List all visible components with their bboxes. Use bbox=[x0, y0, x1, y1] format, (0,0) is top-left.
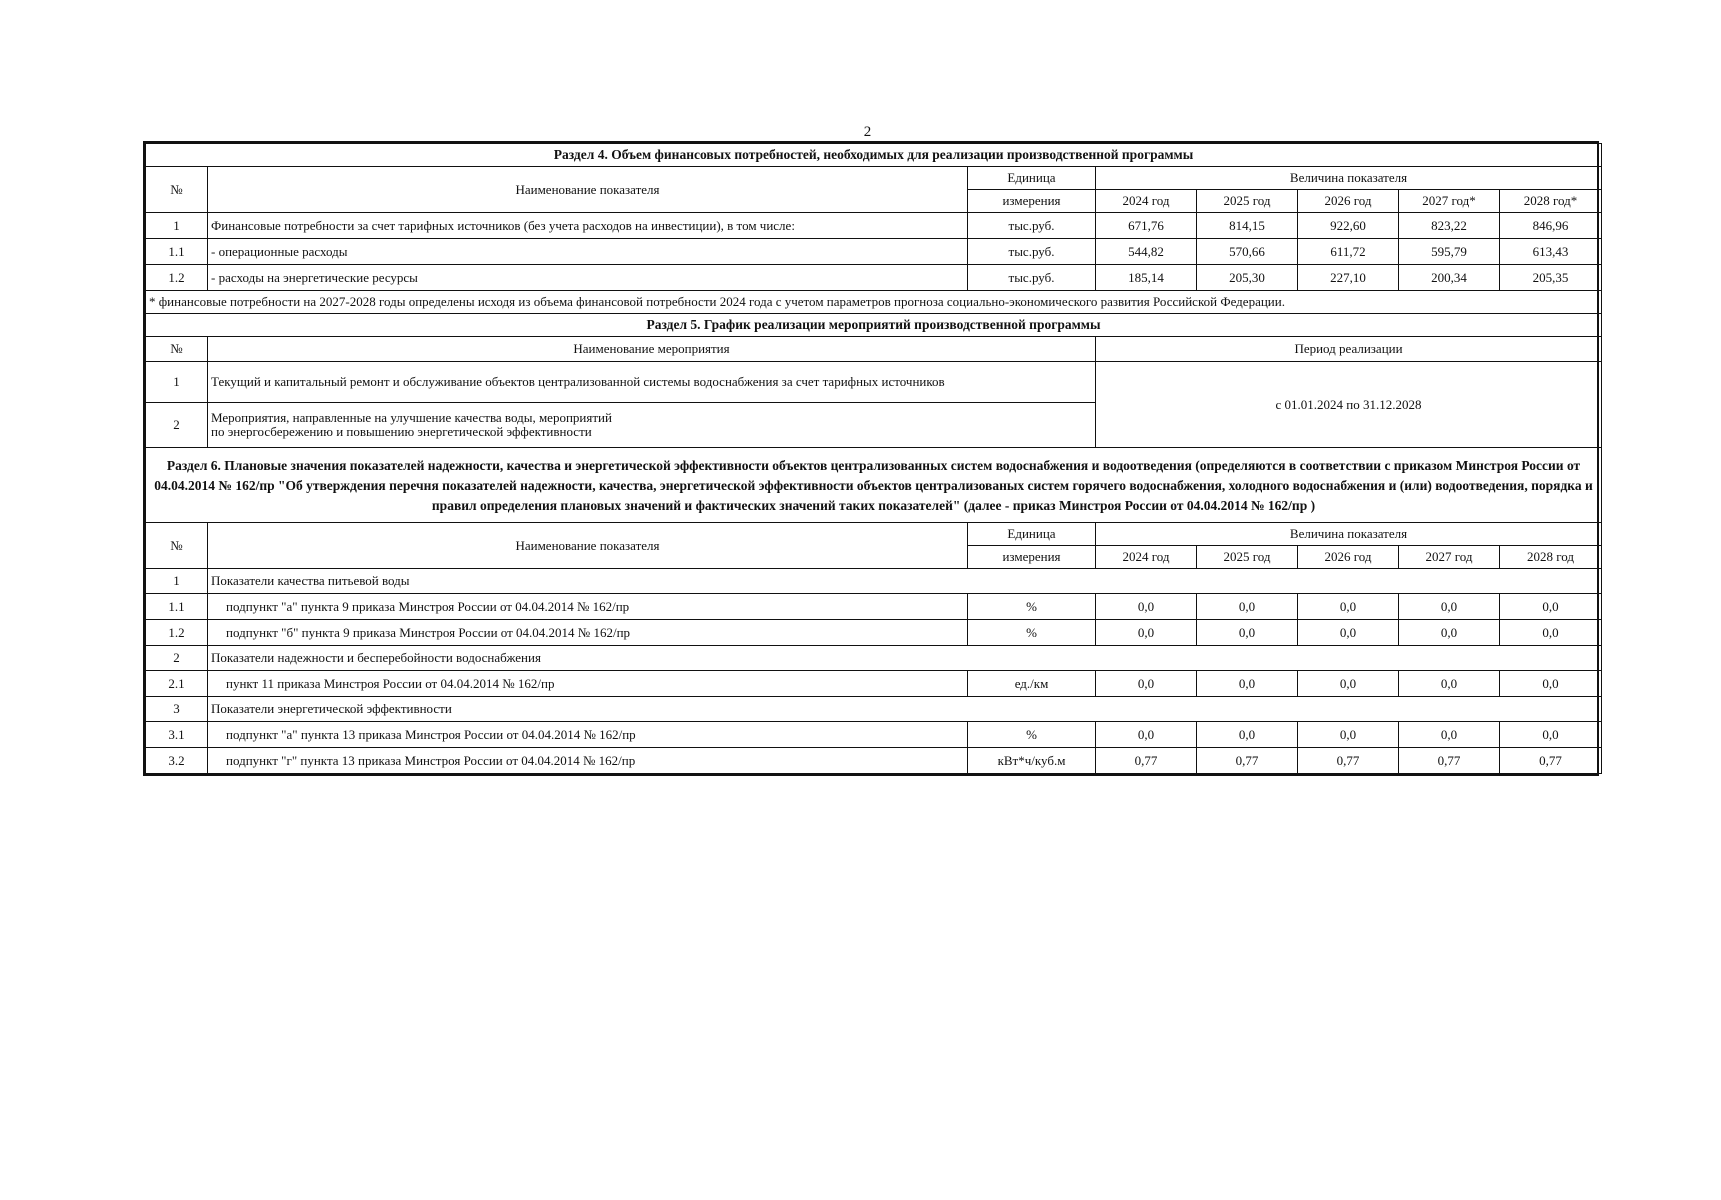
group-row bbox=[146, 646, 1602, 671]
document-sheet bbox=[143, 141, 1599, 776]
section5-title-row bbox=[146, 314, 1602, 337]
indicator-name: подпункт "г" пункта 13 приказа Минстроя России от 04.04.2014 № 162/пр bbox=[208, 748, 968, 774]
section6-header-year: 2028 год bbox=[1500, 546, 1602, 569]
value-cell: 0,0 bbox=[1298, 620, 1399, 646]
section4-header-unit-line1: Единица bbox=[968, 167, 1096, 190]
value-cell: 0,77 bbox=[1298, 748, 1399, 774]
unit-cell: % bbox=[968, 620, 1096, 646]
section6-title: Раздел 6. Плановые значения показателей надежности, качества и энергетической эффективности объектов централизованных систем водоснабжения и водоотведения (определяются в соответствии с приказом Минстроя России от 04.04.2014 № 162/пр "Об утверждения перечня показателей надежности, качества, энергетической эффективности объектов централизованых систем горячего водоснабжения, холодного водоснабжения и (или) водоотведения, порядка и правил определения плановых значений и фактических значений таких показателей" (далее - приказ Минстроя России от 04.04.2014 № 162/пр ) bbox=[146, 448, 1602, 523]
section4-header-year: 2027 год* bbox=[1399, 190, 1500, 213]
section4-header-year: 2024 год bbox=[1096, 190, 1197, 213]
group-row bbox=[146, 569, 1602, 594]
value-cell: 671,76 bbox=[1096, 213, 1197, 239]
value-cell: 205,35 bbox=[1500, 265, 1602, 291]
unit-cell: % bbox=[968, 594, 1096, 620]
value-cell: 0,0 bbox=[1197, 594, 1298, 620]
unit-cell: ед./км bbox=[968, 671, 1096, 697]
unit-cell: тыс.руб. bbox=[968, 213, 1096, 239]
value-cell: 922,60 bbox=[1298, 213, 1399, 239]
indicator-name: подпункт "а" пункта 13 приказа Минстроя России от 04.04.2014 № 162/пр bbox=[208, 722, 968, 748]
table-row bbox=[146, 722, 1602, 748]
row-number: 2 bbox=[146, 646, 208, 671]
group-name: Показатели качества питьевой воды bbox=[208, 569, 1602, 594]
value-cell: 0,0 bbox=[1399, 594, 1500, 620]
section6-header-year: 2024 год bbox=[1096, 546, 1197, 569]
table-row bbox=[146, 620, 1602, 646]
unit-cell: тыс.руб. bbox=[968, 239, 1096, 265]
section5-header-name: Наименование мероприятия bbox=[208, 337, 1096, 362]
value-cell: 0,0 bbox=[1096, 722, 1197, 748]
value-cell: 0,77 bbox=[1399, 748, 1500, 774]
value-cell: 0,0 bbox=[1298, 594, 1399, 620]
indicator-name: - операционные расходы bbox=[208, 239, 968, 265]
value-cell: 0,0 bbox=[1096, 594, 1197, 620]
row-number: 1.2 bbox=[146, 265, 208, 291]
row-number: 2.1 bbox=[146, 671, 208, 697]
value-cell: 0,0 bbox=[1399, 620, 1500, 646]
value-cell: 0,0 bbox=[1298, 722, 1399, 748]
indicator-name: подпункт "а" пункта 9 приказа Минстроя России от 04.04.2014 № 162/пр bbox=[208, 594, 968, 620]
value-cell: 0,0 bbox=[1500, 594, 1602, 620]
group-name: Показатели надежности и бесперебойности водоснабжения bbox=[208, 646, 1602, 671]
value-cell: 0,0 bbox=[1197, 671, 1298, 697]
section4-header-name: Наименование показателя bbox=[208, 167, 968, 213]
activity-name bbox=[208, 403, 1096, 448]
row-number: 3 bbox=[146, 697, 208, 722]
section5-title: Раздел 5. График реализации мероприятий производственной программы bbox=[146, 314, 1602, 337]
activity-name-line: Мероприятия, направленные на улучшение качества воды, мероприятий bbox=[211, 410, 612, 425]
section4-header-year: 2026 год bbox=[1298, 190, 1399, 213]
value-cell: 611,72 bbox=[1298, 239, 1399, 265]
table-row bbox=[146, 594, 1602, 620]
value-cell: 544,82 bbox=[1096, 239, 1197, 265]
section6-header-value-group: Величина показателя bbox=[1096, 523, 1602, 546]
section4-title-row bbox=[146, 144, 1602, 167]
section4-footnote: * финансовые потребности на 2027-2028 годы определены исходя из объема финансовой потребности 2024 года с учетом параметров прогноза социально-экономического развития Российской Федерации. bbox=[146, 291, 1602, 314]
section6-header-row-1 bbox=[146, 523, 1602, 546]
row-number: 2 bbox=[146, 403, 208, 448]
group-name: Показатели энергетической эффективности bbox=[208, 697, 1602, 722]
section6-header-year: 2027 год bbox=[1399, 546, 1500, 569]
row-number: 1.1 bbox=[146, 594, 208, 620]
section4-title: Раздел 4. Объем финансовых потребностей, необходимых для реализации производственной программы bbox=[146, 144, 1602, 167]
value-cell: 846,96 bbox=[1500, 213, 1602, 239]
page-number: 2 bbox=[863, 124, 872, 140]
section4-header-value-group: Величина показателя bbox=[1096, 167, 1602, 190]
value-cell: 205,30 bbox=[1197, 265, 1298, 291]
value-cell: 0,77 bbox=[1096, 748, 1197, 774]
value-cell: 185,14 bbox=[1096, 265, 1197, 291]
production-program-table bbox=[145, 143, 1602, 774]
value-cell: 0,0 bbox=[1298, 671, 1399, 697]
value-cell: 0,0 bbox=[1500, 620, 1602, 646]
activity-name: Текущий и капитальный ремонт и обслуживание объектов централизованной системы водоснабжения за счет тарифных источников bbox=[208, 362, 1096, 403]
value-cell: 814,15 bbox=[1197, 213, 1298, 239]
unit-cell: % bbox=[968, 722, 1096, 748]
value-cell: 570,66 bbox=[1197, 239, 1298, 265]
section6-header-unit-line1: Единица bbox=[968, 523, 1096, 546]
row-number: 3.2 bbox=[146, 748, 208, 774]
section5-header-period: Период реализации bbox=[1096, 337, 1602, 362]
section6-header-year: 2026 год bbox=[1298, 546, 1399, 569]
indicator-name: пункт 11 приказа Минстроя России от 04.04.2014 № 162/пр bbox=[208, 671, 968, 697]
table-row bbox=[146, 748, 1602, 774]
table-row bbox=[146, 265, 1602, 291]
section4-header-no: № bbox=[146, 167, 208, 213]
group-row bbox=[146, 697, 1602, 722]
section6-header-year: 2025 год bbox=[1197, 546, 1298, 569]
section6-header-unit-line2: измерения bbox=[968, 546, 1096, 569]
section4-header-year: 2028 год* bbox=[1500, 190, 1602, 213]
indicator-name: - расходы на энергетические ресурсы bbox=[208, 265, 968, 291]
row-number: 1 bbox=[146, 362, 208, 403]
section6-header-no: № bbox=[146, 523, 208, 569]
value-cell: 0,0 bbox=[1197, 722, 1298, 748]
indicator-name: подпункт "б" пункта 9 приказа Минстроя России от 04.04.2014 № 162/пр bbox=[208, 620, 968, 646]
table-row bbox=[146, 239, 1602, 265]
section4-footnote-row bbox=[146, 291, 1602, 314]
value-cell: 0,0 bbox=[1399, 722, 1500, 748]
value-cell: 0,77 bbox=[1197, 748, 1298, 774]
section6-title-row bbox=[146, 448, 1602, 523]
value-cell: 0,0 bbox=[1197, 620, 1298, 646]
table-row bbox=[146, 362, 1602, 403]
section6-header-name: Наименование показателя bbox=[208, 523, 968, 569]
section5-header-no: № bbox=[146, 337, 208, 362]
section4-header-year: 2025 год bbox=[1197, 190, 1298, 213]
section5-header-row bbox=[146, 337, 1602, 362]
value-cell: 0,0 bbox=[1096, 671, 1197, 697]
unit-cell: кВт*ч/куб.м bbox=[968, 748, 1096, 774]
row-number: 1.1 bbox=[146, 239, 208, 265]
unit-cell: тыс.руб. bbox=[968, 265, 1096, 291]
value-cell: 200,34 bbox=[1399, 265, 1500, 291]
value-cell: 227,10 bbox=[1298, 265, 1399, 291]
value-cell: 595,79 bbox=[1399, 239, 1500, 265]
row-number: 3.1 bbox=[146, 722, 208, 748]
table-row bbox=[146, 213, 1602, 239]
section4-header-row-1 bbox=[146, 167, 1602, 190]
indicator-name: Финансовые потребности за счет тарифных источников (без учета расходов на инвестиции), в том числе: bbox=[208, 213, 968, 239]
value-cell: 0,0 bbox=[1500, 722, 1602, 748]
value-cell: 823,22 bbox=[1399, 213, 1500, 239]
activity-name-line: по энергосбережению и повышению энергетической эффективности bbox=[211, 424, 592, 439]
row-number: 1 bbox=[146, 569, 208, 594]
section4-header-unit-line2: измерения bbox=[968, 190, 1096, 213]
row-number: 1.2 bbox=[146, 620, 208, 646]
value-cell: 0,0 bbox=[1096, 620, 1197, 646]
table-row bbox=[146, 671, 1602, 697]
row-number: 1 bbox=[146, 213, 208, 239]
value-cell: 0,0 bbox=[1399, 671, 1500, 697]
value-cell: 613,43 bbox=[1500, 239, 1602, 265]
value-cell: 0,77 bbox=[1500, 748, 1602, 774]
value-cell: 0,0 bbox=[1500, 671, 1602, 697]
implementation-period: с 01.01.2024 по 31.12.2028 bbox=[1096, 362, 1602, 448]
